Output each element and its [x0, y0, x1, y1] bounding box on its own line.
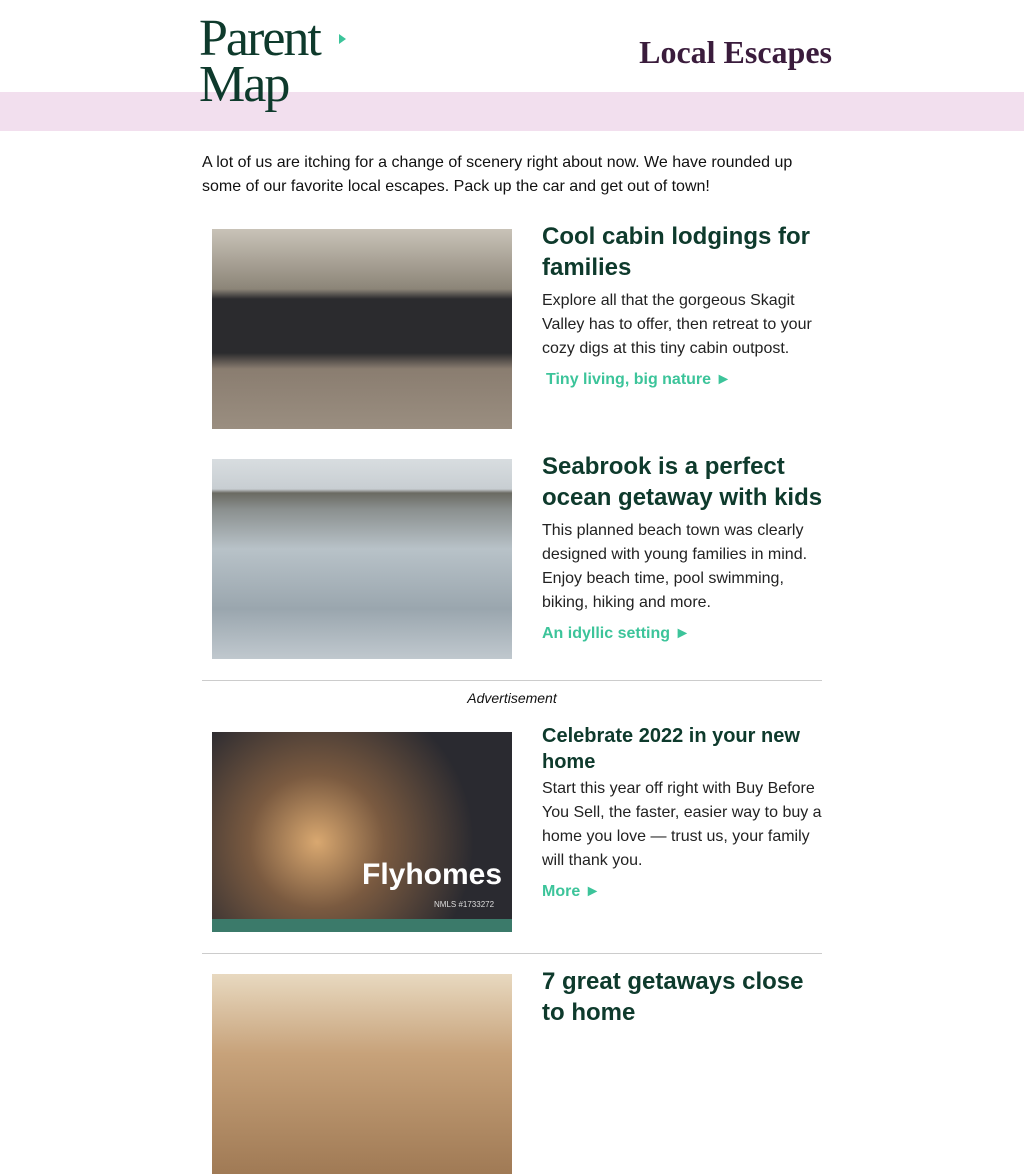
getaways-image[interactable] [212, 974, 512, 1174]
flyhomes-brand: Flyhomes [362, 858, 503, 891]
ad-desc: Start this year off right with Buy Before You Sell, the faster, easier way to buy a home you love — trust us, your family will thank you. [542, 780, 822, 869]
parentmap-logo[interactable]: Parent Map [199, 16, 320, 108]
beach-image[interactable] [212, 459, 512, 659]
article-desc: This planned beach town was clearly designed with young families in mind. Enjoy beach time, pool swimming, biking, hiking and more. [542, 522, 808, 611]
article-desc: Explore all that the gorgeous Skagit Valley has to offer, then retreat to your cozy digs at this tiny cabin outpost. [542, 292, 812, 357]
nmls-number: NMLS #1733272 [434, 900, 495, 909]
article-title[interactable]: 7 great getaways close to home [542, 968, 804, 1026]
article-title[interactable]: Seabrook is a perfect ocean getaway with kids [542, 453, 823, 511]
ad-title[interactable]: Celebrate 2022 in your new home [542, 725, 800, 773]
advertisement-label: Advertisement [467, 690, 557, 706]
article-link[interactable]: Tiny living, big nature ► [546, 371, 732, 388]
ad-bar [212, 919, 512, 932]
article-title[interactable]: Cool cabin lodgings for families [542, 223, 810, 281]
flyhomes-ad-image[interactable] [212, 732, 512, 932]
header [0, 0, 1024, 113]
article-link[interactable]: An idyllic setting ► [542, 625, 691, 642]
divider [202, 953, 822, 954]
intro-text: A lot of us are itching for a change of scenery right about now. We have rounded up some of our favorite local escapes. Pack up the car and get out of town! [202, 154, 793, 195]
cabin-image[interactable] [212, 229, 512, 429]
divider [202, 680, 822, 681]
header-band [0, 92, 1024, 131]
newsletter-title: Local Escapes [639, 34, 832, 70]
play-triangle-icon [339, 34, 346, 44]
ad-link[interactable]: More ► [542, 883, 601, 900]
